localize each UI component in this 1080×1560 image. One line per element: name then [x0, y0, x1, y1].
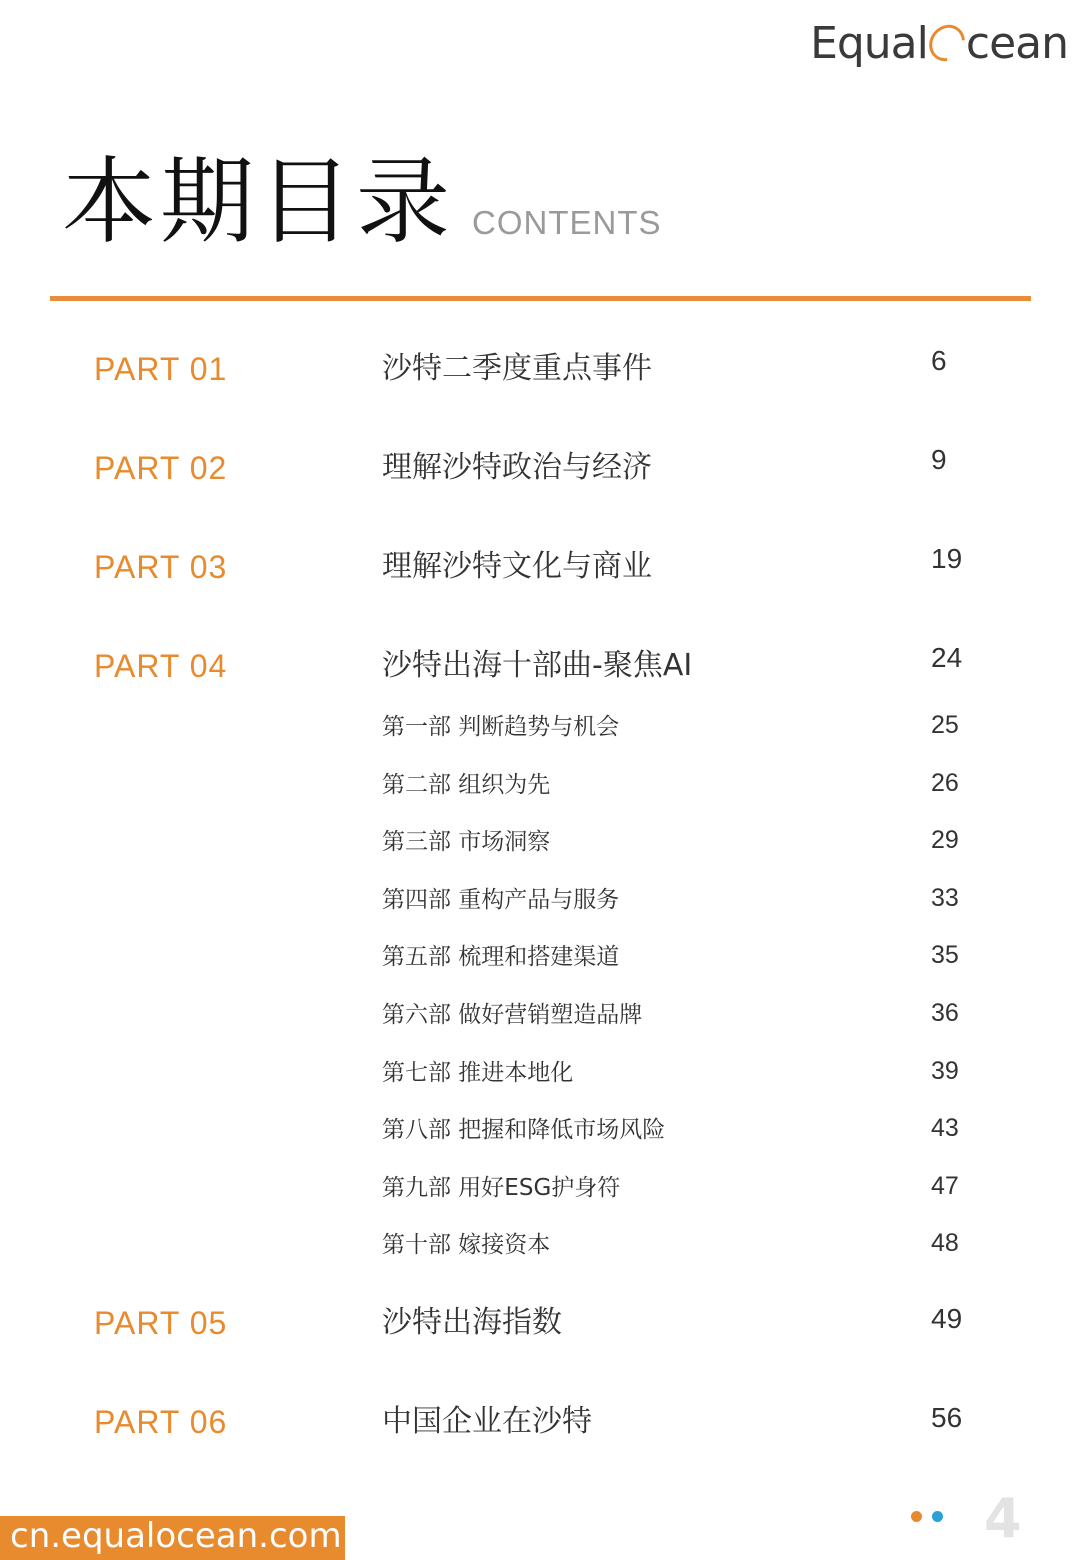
- logo-ring-icon: [922, 18, 972, 69]
- toc-subsection-9[interactable]: [0, 1168, 1080, 1218]
- page-number: 35: [931, 941, 959, 969]
- toc-row-part-05[interactable]: [0, 1298, 1080, 1348]
- subsection-title: 第八部 把握和降低市场风险: [382, 1117, 666, 1143]
- subsection-title: 第四部 重构产品与服务: [382, 887, 620, 913]
- title-sub: CONTENTS: [472, 204, 662, 241]
- page-number: 39: [931, 1057, 959, 1085]
- subsection-title: 第五部 梳理和搭建渠道: [382, 944, 620, 970]
- toc-subsection-3[interactable]: [0, 822, 1080, 872]
- subsection-title: 第三部 市场洞察: [382, 829, 551, 855]
- logo-text-left: Equal: [810, 18, 928, 69]
- toc-row-part-04[interactable]: [0, 641, 1080, 691]
- page-number: 25: [931, 711, 959, 739]
- toc-subsection-10[interactable]: [0, 1225, 1080, 1275]
- toc-subsection-1[interactable]: [0, 707, 1080, 757]
- subsection-title: 第十部 嫁接资本: [382, 1232, 551, 1258]
- toc-subsection-2[interactable]: [0, 765, 1080, 815]
- orange-dot-icon: [911, 1511, 922, 1522]
- part-title: 理解沙特文化与商业: [382, 549, 652, 584]
- part-title: 理解沙特政治与经济: [382, 450, 652, 485]
- page-number: 47: [931, 1172, 959, 1200]
- toc-subsection-4[interactable]: [0, 880, 1080, 930]
- toc-subsection-8[interactable]: [0, 1110, 1080, 1160]
- page-number: 24: [931, 642, 963, 673]
- subsection-title: 第二部 组织为先: [382, 772, 551, 798]
- subsection-title: 第六部 做好营销塑造品牌: [382, 1002, 643, 1028]
- page-number: 56: [931, 1402, 963, 1433]
- page-number: 19: [931, 543, 963, 574]
- page-number-large: 4: [984, 1487, 1022, 1550]
- part-title: 沙特出海十部曲-聚焦AI: [382, 648, 693, 683]
- page-number: 43: [931, 1114, 959, 1142]
- part-title: 沙特二季度重点事件: [382, 351, 652, 386]
- toc-row-part-01[interactable]: [0, 344, 1080, 394]
- part-label: PART 02: [94, 450, 228, 486]
- logo-text-right: cean: [965, 18, 1068, 69]
- page-number: 49: [931, 1303, 963, 1334]
- part-label: PART 03: [94, 549, 228, 585]
- page-number: 26: [931, 769, 959, 797]
- subsection-title: 第一部 判断趋势与机会: [382, 714, 620, 740]
- page-number: 48: [931, 1229, 959, 1257]
- equalocean-logo: [810, 14, 1068, 74]
- title-main: 本期目录: [62, 148, 455, 257]
- part-label: PART 05: [94, 1305, 228, 1341]
- part-title: 沙特出海指数: [382, 1305, 562, 1340]
- blue-dot-icon: [932, 1511, 943, 1522]
- page-title: [62, 148, 662, 258]
- page-number: 33: [931, 884, 959, 912]
- page-number: 6: [931, 345, 947, 376]
- part-label: PART 06: [94, 1404, 228, 1440]
- toc-row-part-06[interactable]: [0, 1397, 1080, 1447]
- toc-subsection-7[interactable]: [0, 1053, 1080, 1103]
- website-url[interactable]: cn.equalocean.com: [0, 1516, 345, 1560]
- subsection-title: 第七部 推进本地化: [382, 1060, 574, 1086]
- page-number: 9: [931, 444, 947, 475]
- page-number: 36: [931, 999, 959, 1027]
- toc-row-part-03[interactable]: [0, 542, 1080, 592]
- toc-row-part-02[interactable]: [0, 443, 1080, 493]
- subsection-title: 第九部 用好ESG护身符: [382, 1175, 621, 1201]
- part-label: PART 04: [94, 648, 228, 684]
- toc-subsection-5[interactable]: [0, 937, 1080, 987]
- part-label: PART 01: [94, 351, 228, 387]
- title-divider: [50, 296, 1031, 301]
- toc-subsection-6[interactable]: [0, 995, 1080, 1045]
- part-title: 中国企业在沙特: [382, 1404, 592, 1439]
- page-number: 29: [931, 826, 959, 854]
